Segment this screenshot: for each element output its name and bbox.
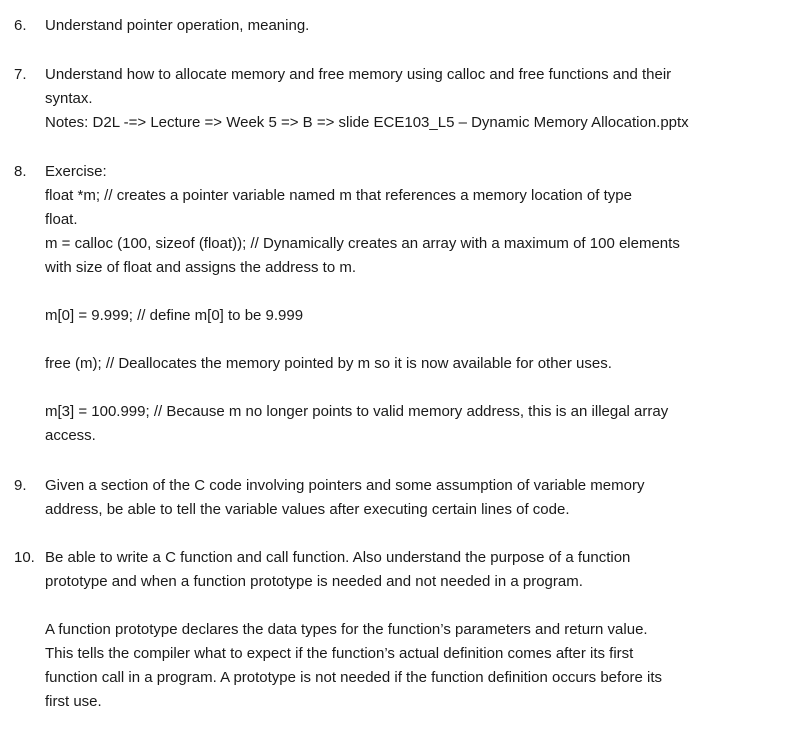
item-text xyxy=(45,474,775,522)
code-line: float. xyxy=(45,211,78,228)
notes-line: Notes: D2L -=> Lecture => Week 5 => B => slide ECE103_L5 – Dynamic Memory Allocation.pptx xyxy=(45,114,689,131)
text-line: Understand pointer operation, meaning. xyxy=(45,17,310,34)
code-line: m[0] = 9.999; // define m[0] to be 9.999 xyxy=(45,307,304,324)
blank-line xyxy=(45,328,775,352)
code-line: access. xyxy=(45,427,96,444)
blank-line xyxy=(45,376,775,400)
code-line: free (m); // Deallocates the memory pointed by m so it is now available for other uses. xyxy=(45,355,612,372)
text-line: Given a section of the C code involving pointers and some assumption of variable memory xyxy=(45,477,645,494)
code-line: m[3] = 100.999; // Because m no longer points to valid memory address, this is an illegal array xyxy=(45,403,669,420)
text-line: A function prototype declares the data types for the function’s parameters and return value. xyxy=(45,621,648,638)
item-text xyxy=(45,14,775,38)
item-number: 6. xyxy=(14,17,27,34)
text-line: This tells the compiler what to expect if the function’s actual definition comes after its first xyxy=(45,645,634,662)
text-line: Exercise: xyxy=(45,163,107,180)
text-line: address, be able to tell the variable values after executing certain lines of code. xyxy=(45,501,570,518)
blank-line xyxy=(45,594,775,618)
code-line: float *m; // creates a pointer variable named m that references a memory location of type xyxy=(45,187,632,204)
item-number: 9. xyxy=(14,477,27,494)
code-line: m = calloc (100, sizeof (float)); // Dynamically creates an array with a maximum of 100 elements xyxy=(45,235,680,252)
item-number: 8. xyxy=(14,163,27,180)
item-text xyxy=(45,160,775,448)
code-line: with size of float and assigns the address to m. xyxy=(45,259,356,276)
item-number: 10. xyxy=(14,549,35,566)
text-line: Be able to write a C function and call function. Also understand the purpose of a function xyxy=(45,549,631,566)
item-text xyxy=(45,63,775,135)
item-text xyxy=(45,546,775,714)
blank-line xyxy=(45,280,775,304)
text-line: Understand how to allocate memory and free memory using calloc and free functions and their xyxy=(45,66,672,83)
text-line: syntax. xyxy=(45,90,93,107)
text-line: function call in a program. A prototype is not needed if the function definition occurs before its xyxy=(45,669,663,686)
text-line: first use. xyxy=(45,693,102,710)
text-line: prototype and when a function prototype is needed and not needed in a program. xyxy=(45,573,583,590)
item-number: 7. xyxy=(14,66,27,83)
